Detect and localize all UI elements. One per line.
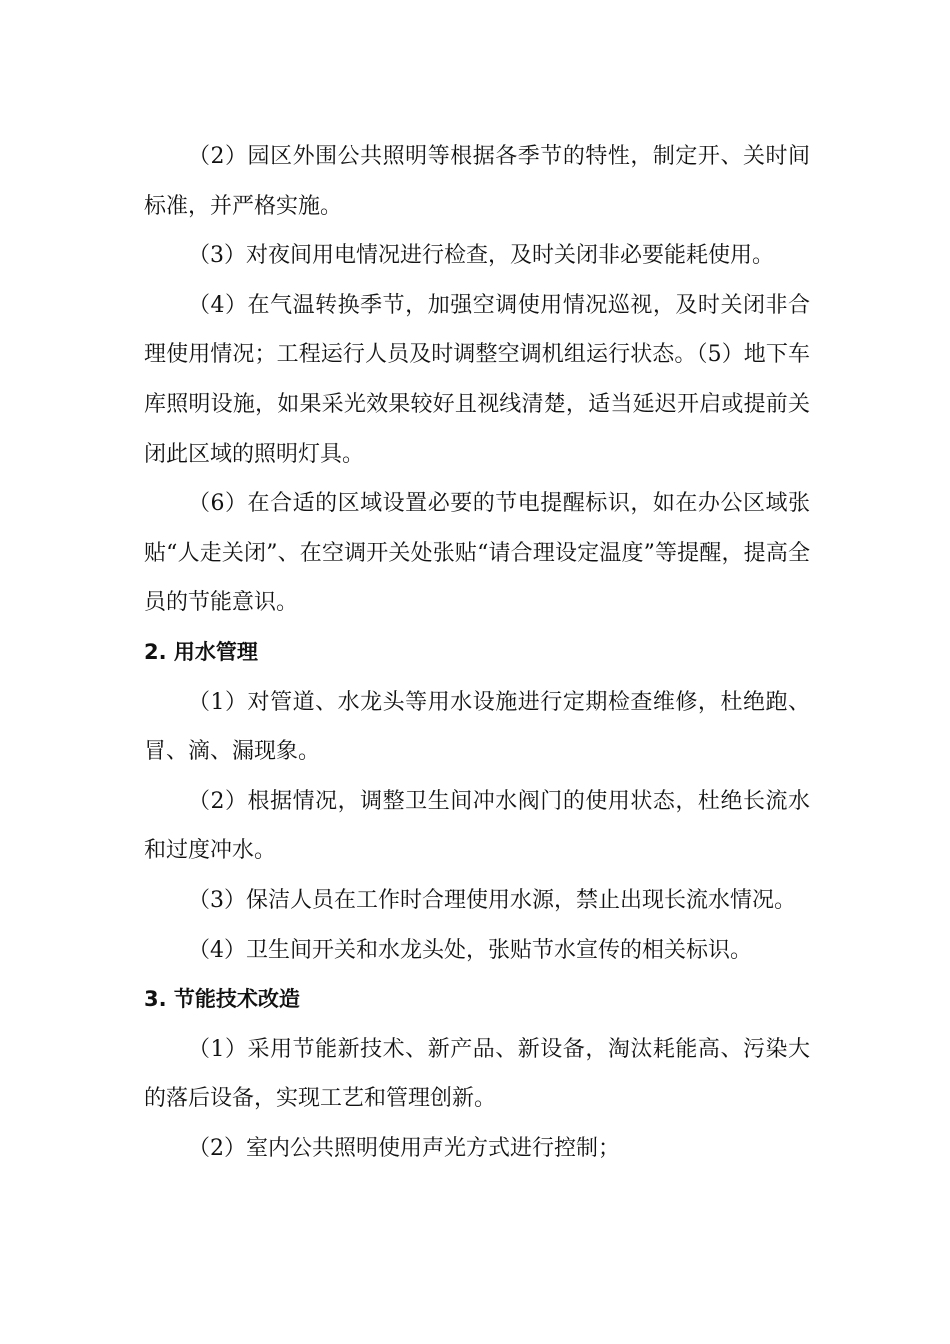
paragraph-new-technology: （1）采用节能新技术、新产品、新设备，淘汰耗能高、污染大的落后设备，实现工艺和管理创新。 (144, 1036, 810, 1112)
paragraph-flush-valves: （2）根据情况，调整卫生间冲水阀门的使用状态，杜绝长流水和过度冲水。 (144, 788, 810, 864)
paragraph-night-power-check: （3）对夜间用电情况进行检查，及时关闭非必要能耗使用。 (188, 243, 774, 269)
paragraph-water-saving-signs: （4）卫生间开关和水龙头处，张贴节水宣传的相关标识。 (188, 937, 752, 963)
paragraph-cleaning-staff-water: （3）保洁人员在工作时合理使用水源，禁止出现长流水情况。 (188, 887, 796, 913)
section-heading-energy-retrofit: 3. 节能技术改造 (144, 987, 300, 1012)
paragraph-pipe-inspection: （1）对管道、水龙头等用水设施进行定期检查维修，杜绝跑、冒、滴、漏现象。 (144, 689, 810, 765)
section-heading-water-management: 2. 用水管理 (144, 639, 258, 664)
paragraph-air-conditioning: （4）在气温转换季节，加强空调使用情况巡视，及时关闭非合理使用情况；工程运行人员及时调整空调机组运行状态。（5）地下车库照明设施，如果采光效果较好且视线清楚，适当延迟开启或提前关闭此区域的照明灯具。 (144, 292, 810, 467)
document-body (144, 132, 810, 1173)
paragraph-outdoor-lighting: （2）园区外围公共照明等根据各季节的特性，制定开、关时间标准，并严格实施。 (144, 144, 810, 219)
paragraph-power-saving-signs: （6）在合适的区域设置必要的节电提醒标识，如在办公区域张贴“人走关闭”、在空调开关处张贴“请合理设定温度”等提醒，提高全员的节能意识。 (144, 491, 810, 616)
paragraph-sound-light-control: （2）室内公共照明使用声光方式进行控制； (188, 1135, 620, 1161)
